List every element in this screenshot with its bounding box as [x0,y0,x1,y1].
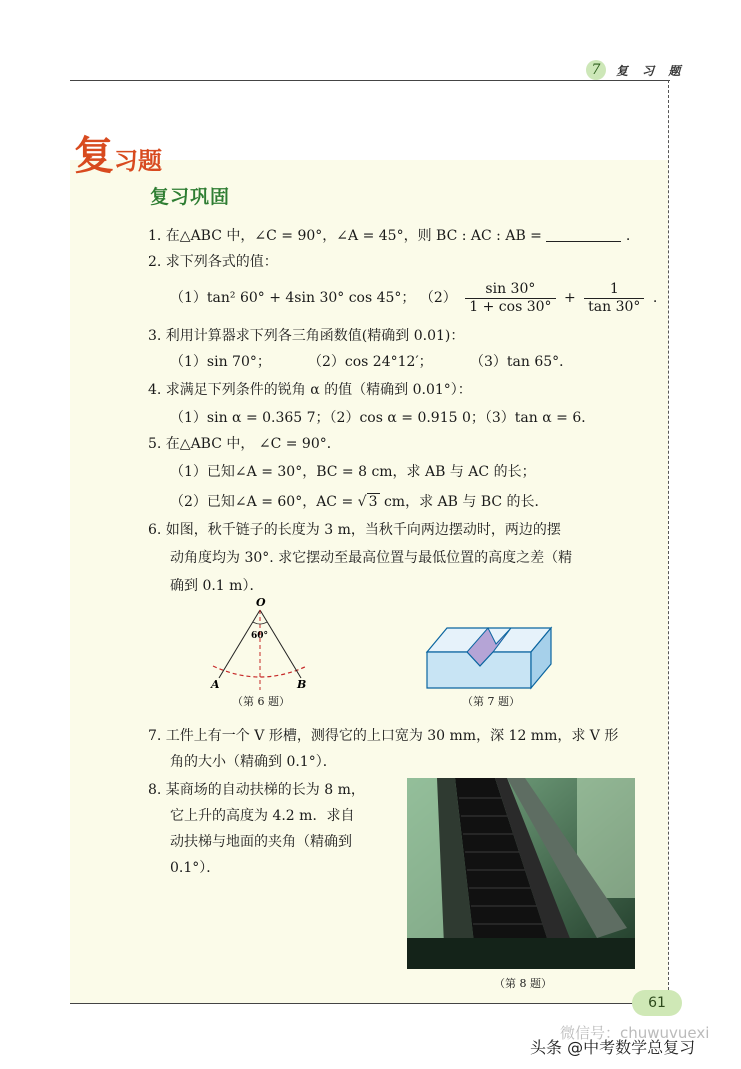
problem-7-line-1: 7. 工件上有一个 V 形槽，测得它的上口宽为 30 mm，深 12 mm，求 V 形 [148,728,619,744]
problem-8-line-3: 动扶梯与地面的夹角（精确到 [170,834,352,850]
problem-5-part-2 [170,492,549,512]
figure-6-caption: （第 6 题） [232,695,290,708]
page-title [74,124,162,181]
problem-3-stem: 3. 利用计算器求下列各三角函数值(精确到 0.01)： [148,328,465,344]
label-o: O [256,596,266,609]
problem-6-line-2: 动角度均为 30°. 求它摆动至最高位置与最低位置的高度之差（精 [170,550,573,566]
problem-1-end: . [625,228,631,244]
fraction-1-numerator: sin 30° [465,281,555,299]
problem-5-stem: 5. 在△ABC 中， ∠C = 90°． [148,436,341,452]
footer-rule [70,1003,635,1004]
problem-3-part-2: （2）cos 24°12′； [308,354,433,370]
problem-2-parts [170,280,657,316]
swing-left-chain [219,610,260,678]
angle-mark [253,622,267,624]
page-number: 61 [632,990,682,1016]
problem-5-part-2-pre: （2）已知∠A = 60°，AC = [170,494,358,510]
section-title: 复习巩固 [150,186,231,208]
swing-right-chain [260,610,301,678]
problem-8-line-2: 它上升的高度为 4.2 m．求自 [170,808,355,824]
problem-4-stem: 4. 求满足下列条件的锐角 α 的值（精确到 0.01°）： [148,382,472,398]
chapter-title: 复 习 题 [616,64,686,78]
attribution: 头条 @中考数学总复习 [530,1038,696,1057]
escalator-illustration [407,778,635,969]
figure-6-swing-diagram [205,596,315,696]
problem-5-part-2-post: cm，求 AB 与 BC 的长． [379,494,549,510]
fraction-2-numerator: 1 [584,281,644,299]
problem-2-stem: 2. 求下列各式的值： [148,254,278,270]
problem-6-line-3: 确到 0.1 m）． [170,578,264,594]
sqrt-value: 3 [368,494,378,510]
fraction-1 [465,281,555,316]
figure-7-v-groove-block [425,618,555,690]
escalator-photo [407,778,635,969]
problem-3-part-1: （1）sin 70°； [170,354,271,370]
header-rule [70,80,670,81]
answer-blank [546,227,621,242]
problem-8-line-4: 0.1°）． [170,860,221,876]
page-title-rest: 习题 [114,147,162,175]
problem-6-line-1: 6. 如图，秋千链子的长度为 3 m，当秋千向两边摆动时，两边的摆 [148,522,561,538]
margin-dash-line [668,80,669,1005]
figure-7-caption: （第 7 题） [462,695,520,708]
problem-2-part-2-label: （2） [419,290,457,306]
problem-1 [148,226,630,246]
label-angle: 60° [251,631,269,641]
problem-5-part-1: （1）已知∠A = 30°，BC = 8 cm，求 AB 与 AC 的长； [170,464,536,480]
problem-7-line-2: 角的大小（精确到 0.1°）． [170,754,337,770]
problem-3-part-3: （3）tan 65°． [470,354,574,370]
problem-1-text: 1. 在△ABC 中，∠C = 90°，∠A = 45°，则 BC : AC : AB = [148,228,542,244]
plus-sign: + [563,290,576,306]
label-b: B [297,678,307,691]
problem-2-end: . [652,290,658,306]
watermark: 微信号：chuwuvuexi [560,1024,710,1042]
fraction-2 [584,281,644,316]
problem-2-part-1: （1）tan² 60° + 4sin 30° cos 45°； [170,290,416,306]
chapter-number-badge: 7 [586,60,606,80]
figure-8-caption: （第 8 题） [494,977,552,990]
label-a: A [211,678,220,691]
sqrt-symbol: √ [357,494,367,510]
page-title-first-char: 复 [74,133,114,179]
problem-4-parts: （1）sin α = 0.365 7；（2）cos α = 0.915 0；（3）tan α = 6． [170,410,596,426]
problem-8-line-1: 8. 某商场的自动扶梯的长为 8 m， [148,782,365,798]
fraction-1-denominator: 1 + cos 30° [469,298,552,315]
fraction-2-denominator: tan 30° [588,298,641,315]
